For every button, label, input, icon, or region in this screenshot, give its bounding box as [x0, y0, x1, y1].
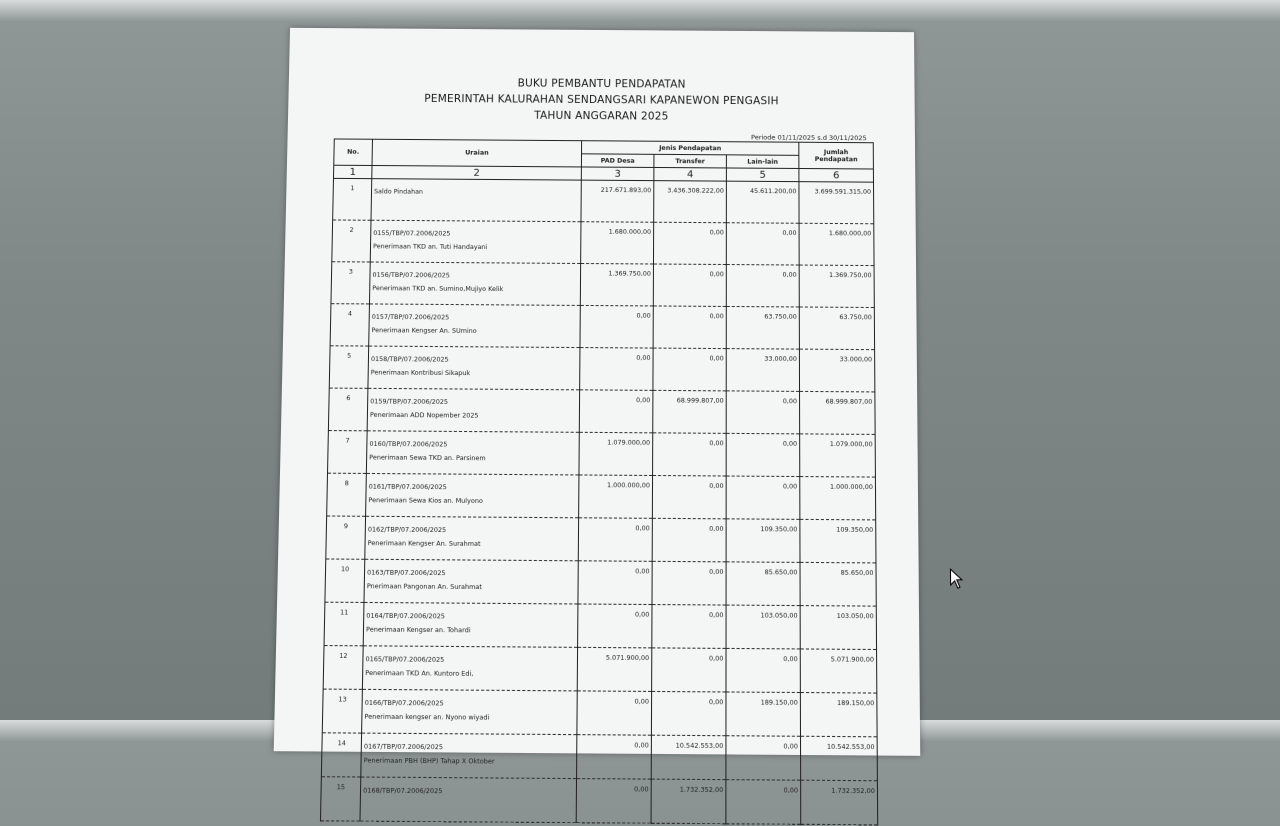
table-row [332, 220, 874, 266]
row-transfer: 0,00 [652, 648, 726, 692]
row-number: 10 [325, 559, 365, 602]
row-transfer: 68.999.807,00 [653, 390, 726, 433]
document-page [274, 28, 921, 796]
header-pad-desa: PAD Desa [581, 154, 654, 168]
row-jumlah: 10.542.553,00 [801, 736, 878, 780]
row-pad-desa: 1.369.750,00 [580, 263, 653, 305]
table-row [330, 304, 875, 350]
mouse-cursor-icon [949, 568, 964, 589]
row-description [366, 431, 579, 475]
header-jenis-pendapatan: Jenis Pendapatan [582, 141, 799, 156]
row-pad-desa: 1.680.000,00 [581, 222, 654, 264]
row-lain-lain: 0,00 [726, 265, 799, 307]
row-code: 0167/TBP/07.2006/2025 [363, 743, 444, 752]
row-number: 15 [320, 777, 360, 821]
row-jumlah: 189.150,00 [800, 693, 877, 737]
row-pad-desa: 5.071.900,00 [577, 647, 652, 691]
header-jumlah-line1: Jumlah [823, 148, 849, 156]
row-pad-desa: 0,00 [580, 305, 653, 348]
row-code: 0156/TBP/07.2006/2025 [372, 271, 450, 280]
period-label: Periode 01/11/2025 s.d 30/11/2025 [751, 133, 867, 143]
row-pad-desa: 1.079.000,00 [579, 432, 653, 475]
row-desc-text: Saldo Pindahan [373, 188, 424, 196]
row-pad-desa: 0,00 [579, 390, 653, 433]
row-transfer: 0,00 [652, 561, 726, 605]
table-row [327, 473, 876, 520]
table-row [323, 646, 877, 694]
row-desc-text: Penerimaan Sewa TKD an. Parsinem [369, 454, 486, 463]
row-description [369, 262, 580, 305]
row-lain-lain: 0,00 [726, 648, 800, 692]
row-number: 7 [328, 431, 368, 474]
row-lain-lain: 0,00 [726, 223, 799, 265]
row-description [361, 733, 577, 778]
row-code: 0166/TBP/07.2006/2025 [364, 699, 444, 708]
row-transfer: 0,00 [652, 518, 726, 562]
table-row [328, 388, 875, 434]
table-row [329, 346, 875, 392]
row-number: 11 [324, 602, 364, 646]
row-jumlah: 1.680.000,00 [799, 223, 874, 265]
table-row [322, 689, 877, 737]
row-transfer: 0,00 [652, 475, 726, 518]
row-number: 1 [333, 178, 372, 220]
row-description [362, 689, 578, 734]
row-lain-lain: 109.350,00 [726, 519, 800, 563]
row-description [364, 559, 578, 604]
row-desc-text: Penerimaan ADD Nopember 2025 [369, 411, 479, 420]
row-lain-lain: 0,00 [726, 391, 799, 434]
row-jumlah: 1.000.000,00 [800, 477, 876, 520]
row-desc-text: Penerimaan Kontribusi Sikapuk [370, 369, 471, 378]
row-jumlah: 33.000,00 [799, 349, 874, 392]
header-lain-lain: Lain-lain [726, 155, 799, 169]
row-pad-desa: 0,00 [576, 779, 651, 824]
header-jumlah-line2: Pendapatan [814, 155, 858, 163]
document-subtitle-government: PEMERINTAH KALURAHAN SENDANGSARI KAPANEWON PENGASIH [424, 92, 779, 108]
row-code: 0158/TBP/07.2006/2025 [370, 355, 449, 364]
row-description [371, 179, 581, 222]
row-desc-text: Penerimaan TKD an. Tuti Handayani [372, 243, 488, 252]
row-transfer: 0,00 [653, 433, 727, 476]
row-transfer: 0,00 [653, 348, 726, 391]
row-desc-text: Penerimaan PBH (BHP) Tahap X Oktober [363, 757, 495, 766]
row-lain-lain: 45.611.200,00 [726, 181, 799, 223]
row-number: 8 [327, 473, 367, 516]
row-desc-text: Penerimaan Kengser An. SUmino [371, 327, 477, 335]
header-transfer: Transfer [654, 154, 727, 168]
row-description [369, 304, 581, 348]
row-transfer: 0,00 [653, 222, 726, 264]
row-lain-lain: 0,00 [726, 433, 800, 476]
header-jumlah-pendapatan [799, 142, 874, 169]
row-number: 9 [326, 516, 366, 559]
row-transfer: 10.542.553,00 [651, 735, 726, 779]
row-number: 2 [332, 220, 371, 262]
row-jumlah: 63.750,00 [799, 307, 874, 350]
row-jumlah: 68.999.807,00 [800, 391, 876, 434]
table-row [324, 602, 877, 649]
row-code: 0155/TBP/07.2006/2025 [373, 229, 451, 238]
row-number: 13 [322, 689, 362, 733]
row-lain-lain: 85.650,00 [726, 562, 800, 606]
col-number-6: 6 [799, 168, 874, 182]
row-pad-desa: 1.000.000,00 [579, 475, 653, 518]
row-jumlah: 3.699.591.315,00 [799, 182, 874, 224]
table-row [321, 733, 877, 781]
col-number-5: 5 [726, 168, 799, 182]
table-row [325, 559, 876, 606]
row-number: 12 [323, 646, 363, 690]
row-pad-desa: 0,00 [577, 735, 652, 779]
table-row [320, 777, 877, 825]
row-description [366, 473, 579, 517]
row-jumlah: 1.732.352,00 [801, 780, 878, 825]
row-desc-text: Penerimaan TKD An. Kuntoro Edi, [365, 669, 474, 678]
income-ledger-table [320, 138, 878, 825]
row-code: 0163/TBP/07.2006/2025 [367, 569, 446, 578]
row-desc-text: Penerimaan TKD an. Sumino,Mujiyo Kelik [372, 285, 504, 294]
col-number-4: 4 [654, 167, 727, 181]
row-code: 0161/TBP/07.2006/2025 [368, 483, 447, 492]
row-pad-desa: 217.671.893,00 [581, 180, 654, 222]
row-desc-text: Penerimaan Kengser An. Surahmat [367, 539, 481, 549]
row-jumlah: 1.369.750,00 [799, 265, 874, 307]
row-desc-text: Penerimaan Sewa Kios an. Mulyono [368, 496, 483, 506]
row-code: 0162/TBP/07.2006/2025 [367, 526, 447, 535]
row-description [365, 516, 579, 561]
header-uraian: Uraian [372, 139, 582, 167]
ledger-rows [320, 178, 877, 824]
row-code: 0159/TBP/07.2006/2025 [370, 398, 449, 406]
col-number-1: 1 [333, 165, 372, 178]
table-row [331, 262, 874, 308]
row-code: 0164/TBP/07.2006/2025 [366, 612, 446, 621]
row-description [362, 646, 577, 691]
row-code: 0160/TBP/07.2006/2025 [369, 440, 448, 449]
row-transfer: 0,00 [651, 691, 726, 735]
table-row [326, 516, 876, 563]
row-jumlah: 5.071.900,00 [800, 649, 877, 693]
col-number-2: 2 [372, 165, 582, 180]
row-lain-lain: 63.750,00 [726, 306, 799, 349]
row-desc-text: Pnerimaan Pangonan An. Surahmat [366, 582, 482, 592]
row-transfer: 0,00 [652, 605, 726, 649]
row-code: 0165/TBP/07.2006/2025 [365, 655, 445, 664]
row-number: 5 [329, 346, 368, 389]
row-transfer: 0,00 [653, 264, 726, 306]
row-jumlah: 1.079.000,00 [800, 434, 876, 477]
col-number-3: 3 [581, 167, 654, 181]
row-description [368, 346, 580, 390]
table-row [333, 178, 874, 223]
row-number: 4 [330, 304, 369, 346]
document-title: BUKU PEMBANTU PENDAPATAN [517, 77, 686, 91]
document-titles [288, 74, 915, 127]
row-lain-lain: 0,00 [726, 736, 801, 780]
row-pad-desa: 0,00 [578, 561, 652, 605]
row-jumlah: 109.350,00 [800, 519, 876, 563]
row-transfer: 1.732.352,00 [651, 779, 726, 824]
row-description [360, 777, 577, 823]
row-lain-lain: 0,00 [726, 476, 800, 519]
row-lain-lain: 189.150,00 [726, 692, 801, 736]
row-pad-desa: 0,00 [577, 691, 652, 735]
row-pad-desa: 0,00 [580, 348, 653, 391]
row-number: 14 [321, 733, 361, 777]
row-description [363, 602, 578, 647]
row-code: 0168/TBP/07.2006/2025 [363, 787, 443, 796]
row-lain-lain: 0,00 [726, 780, 801, 825]
row-lain-lain: 33.000,00 [726, 349, 799, 392]
row-transfer: 3.436.308.222,00 [654, 181, 727, 223]
row-description [367, 388, 579, 432]
row-description [370, 220, 581, 263]
row-desc-text: Penerimaan Kengser an. Tohardi [365, 626, 471, 635]
row-desc-text: Penerimaan kengser an. Nyono wiyadi [364, 713, 490, 722]
row-jumlah: 85.650,00 [800, 562, 876, 606]
row-number: 6 [328, 388, 368, 431]
document-subtitle-year: TAHUN ANGGARAN 2025 [534, 109, 669, 123]
table-row [328, 431, 876, 478]
header-no: No. [334, 139, 373, 166]
row-pad-desa: 0,00 [578, 604, 652, 648]
row-number: 3 [331, 262, 370, 304]
row-lain-lain: 103.050,00 [726, 605, 800, 649]
row-transfer: 0,00 [653, 306, 726, 349]
row-pad-desa: 0,00 [578, 518, 652, 562]
row-code: 0157/TBP/07.2006/2025 [371, 313, 450, 322]
row-jumlah: 103.050,00 [800, 606, 876, 650]
